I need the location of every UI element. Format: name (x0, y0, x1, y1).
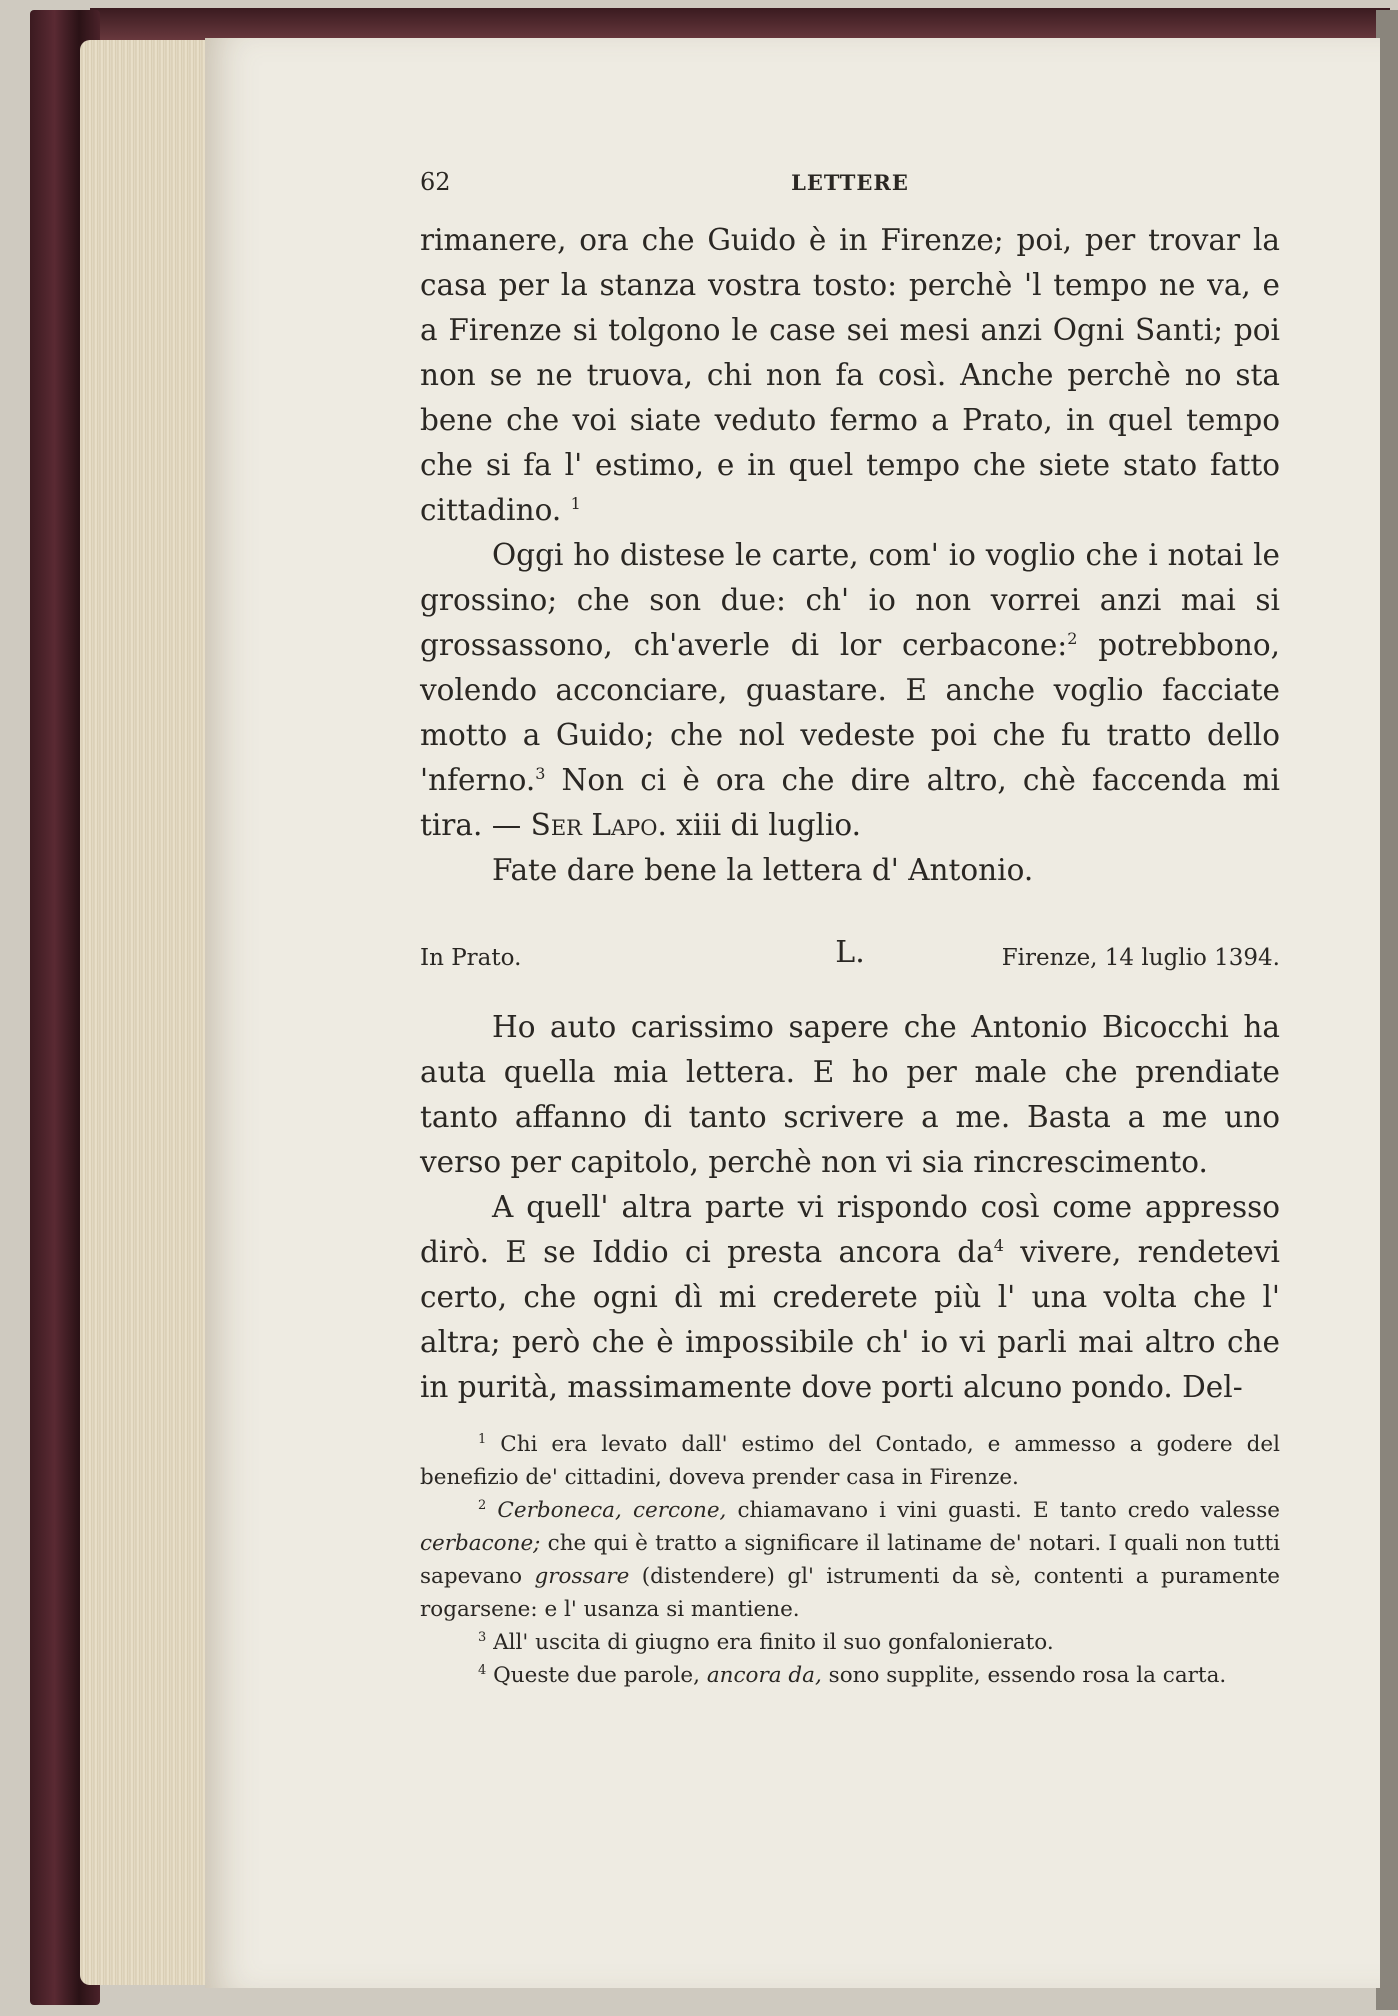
note-mark: 3 (535, 764, 546, 784)
note-mark: 2 (1067, 629, 1078, 649)
running-title: LETTERE (791, 170, 909, 195)
footnotes (420, 1428, 1280, 1692)
letter-date: Firenze, 14 luglio 1394. (1001, 945, 1280, 971)
letter-number: L. (835, 935, 865, 970)
paragraph: Ho auto carissimo sapere che Antonio Bicocchi ha auta quella mia lettera. E ho per male che prendiate tanto affanno di tanto scrivere a me. Basta a me uno verso per capitolo, perchè non vi sia rincrescimento. (420, 1010, 1280, 1179)
footnote-2: $^2$ Cerboneca, cercone, chiamavano i vini guasti. E tanto credo valesse cerbacone; che qui è tratto a significare il latiname de' notari. I quali non tutti sapevano grossare (distendere) gl' istrumenti da sè, contenti a puramente rogarsene: e l' usanza si mantiene. (420, 1497, 1280, 1622)
footnote-1: $^1$ Chi era levato dall' estimo del Contado, e ammesso a godere del benefizio de' cittadini, doveva prender casa in Firenze. (420, 1431, 1280, 1490)
note-mark: 1 (570, 494, 581, 514)
paragraph: rimanere, ora che Guido è in Firenze; poi, per trovar la casa per la stanza vostra tosto: perchè 'l tempo ne va, e a Firenze si tolgono le case sei mesi anzi Ogni Santi; poi non se ne truova, chi non fa così. Anche perchè no sta bene che voi siate veduto fermo a Prato, in quel tempo che si fa l' estimo, e in quel tempo che siete stato fatto cittadino. $^1$ (420, 223, 1280, 527)
text-block (420, 168, 1280, 1692)
letter-place: In Prato. (420, 945, 522, 971)
footnote-3: $^3$ All' uscita di giugno era finito il suo gonfalonierato. (478, 1629, 1054, 1655)
signature-name: Ser Lapo (530, 808, 658, 842)
book-cover-top (90, 8, 1390, 42)
letter-heading (420, 935, 1280, 985)
page-number: 62 (420, 168, 451, 196)
paragraph: Fate dare bene la lettera d' Antonio. (492, 853, 1034, 887)
paragraph: Oggi ho distese le carte, com' io voglio che i notai le grossino; che son due: ch' io non vorrei anzi mai si grossassono, ch'averle di lor cerbacone:$^2$ potrebbono, volendo acconciare, guastare. E anche voglio facciate motto a Guido; che nol vedeste poi che fu tratto dello 'nferno.$^3$ Non ci è ora che dire altro, chè faccenda mi tira. — Ser Lapo. xiii di luglio. (420, 538, 1280, 842)
footnote-4: $^4$ Queste due parole, ancora da, sono supplite, essendo rosa la carta. (478, 1662, 1227, 1688)
body-text (420, 218, 1280, 893)
letter-body (420, 1005, 1280, 1410)
note-mark: 4 (993, 1236, 1004, 1256)
page-edges (80, 40, 220, 1985)
running-head (420, 168, 1280, 208)
paragraph: A quell' altra parte vi rispondo così come appresso dirò. E se Iddio ci presta ancora $da^4$ vivere, rendetevi certo, che ogni dì mi crederete più l' una volta che l' altra; però che è impossibile ch' io vi parli mai altro che in purità, massimamente dove porti alcuno pondo. Del- (420, 1190, 1280, 1404)
